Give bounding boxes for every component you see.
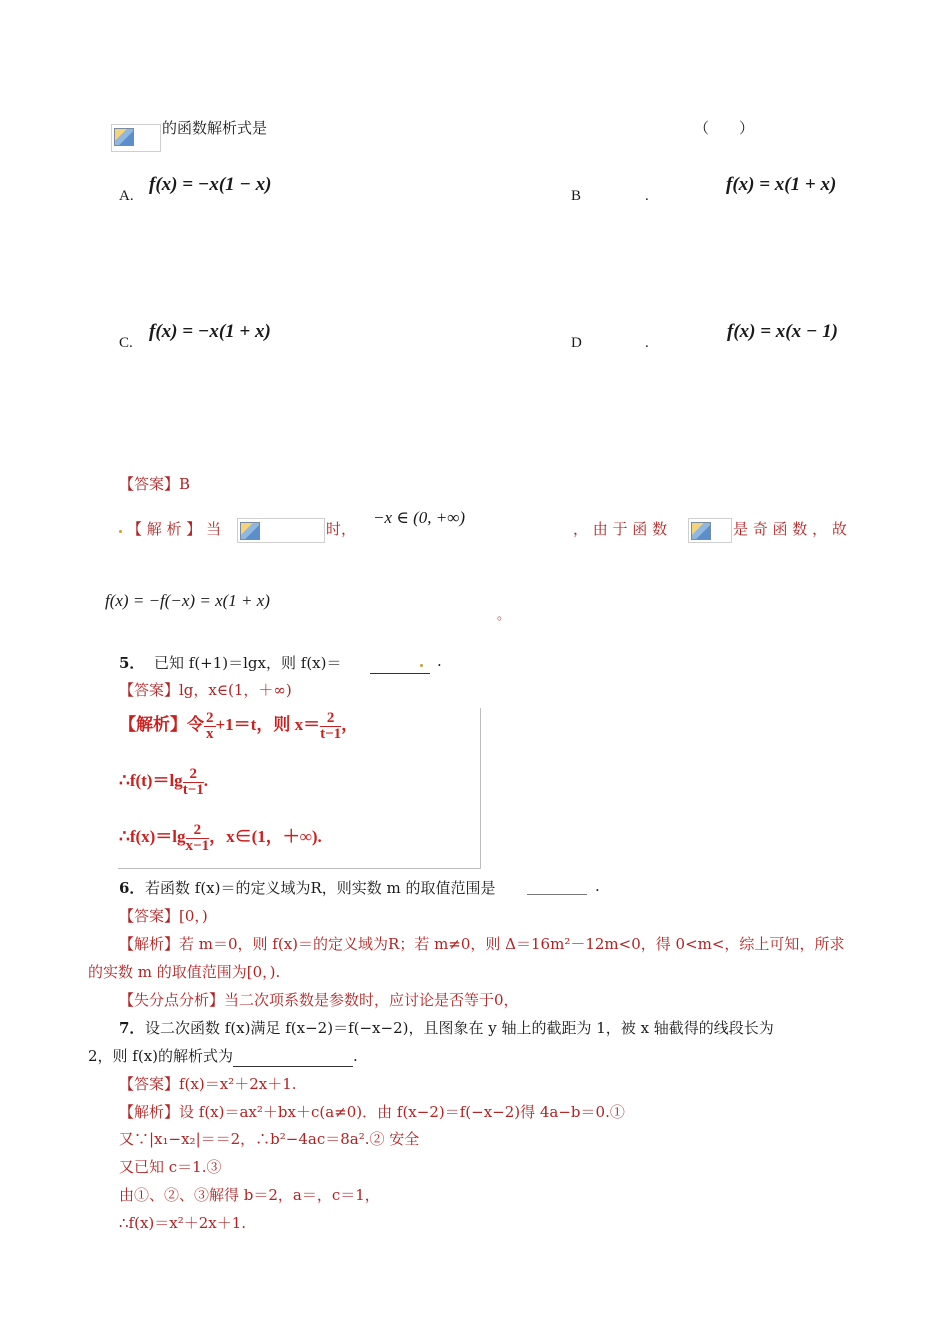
q6-analysis-line2: 的实数 m 的取值范围为[0，).: [88, 963, 281, 981]
fraction-numerator: 2: [206, 709, 214, 726]
option-c-expr: f(x) = −x(1 + x): [149, 321, 271, 342]
fraction: [186, 823, 210, 854]
option-b-expr: f(x) = x(1 + x): [726, 174, 837, 195]
option-a-expr: f(x) = −x(1 − x): [149, 174, 272, 195]
q7-analysis-line1: 【解析】设 f(x)＝ax²＋bx＋c(a≠0)．由 f(x−2)＝f(−x−2)得 4a−b＝0.①: [119, 1103, 625, 1121]
bullet-dot: [420, 664, 423, 667]
broken-image-icon: [240, 522, 260, 540]
q4-stem: 的函数解析式是: [162, 119, 268, 137]
option-b-sep: .: [645, 188, 649, 204]
option-d-expr: f(x) = x(x − 1): [727, 321, 838, 342]
q6-analysis-line1: 【解析】若 m＝0，则 f(x)＝的定义域为R；若 m≠0，则 Δ＝16m²－12m<0，得 0<m<，综上可知，所求: [119, 935, 845, 953]
q7-analysis-line3: 又已知 c＝1.③: [119, 1158, 222, 1176]
q7-analysis-line4: 由①、②、③解得 b＝2，a＝，c＝1，: [119, 1186, 380, 1204]
fraction: [320, 711, 341, 742]
q7-stem-line1: 设二次函数 f(x)满足 f(x−2)＝f(−x−2)，且图象在 y 轴上的截距为 1，被 x 轴截得的线段长为: [145, 1019, 774, 1037]
q7-answer: 【答案】f(x)＝x²＋2x＋1.: [119, 1075, 297, 1093]
fraction-denominator: x−1: [185, 837, 210, 854]
q6-answer: 【答案】[0，): [119, 907, 208, 925]
q7-blank: [233, 1045, 353, 1067]
q6-number: 6．: [119, 879, 145, 897]
bullet-dot: [119, 530, 122, 533]
fraction: [183, 767, 204, 798]
q6-note: 【失分点分析】当二次项系数是参数时，应讨论是否等于0，: [119, 991, 519, 1009]
fraction-denominator: t−1: [320, 725, 342, 742]
q4-analysis-math1: −x ∈ (0, +∞): [373, 508, 466, 527]
q5-analysis-end: ，: [341, 715, 359, 734]
q5-answer: 【答案】lg，x∈(1，＋∞): [119, 681, 292, 699]
q5-analysis-line1: [119, 710, 358, 742]
q7-stem-line2-end: .: [353, 1047, 358, 1065]
q4-answer-blank: （ ）: [694, 119, 755, 137]
broken-image-icon: [691, 522, 711, 540]
q4-analysis-mid2: ， 由 于 函 数: [573, 520, 668, 538]
q4-analysis-mid1: 时，: [326, 520, 357, 538]
q4-analysis-mid3: 是 奇 函 数 ， 故: [733, 520, 847, 538]
broken-image-icon: [114, 128, 134, 146]
q4-answer: 【答案】B: [119, 475, 191, 493]
formula-image-placeholder: [237, 518, 325, 543]
q5-analysis-line2-pre: ∴f(t)＝lg: [119, 771, 183, 790]
q5-analysis-line3-end: ，x∈(1，＋∞).: [209, 827, 322, 846]
q5-analysis-line3: [119, 822, 322, 854]
formula-image-placeholder: [688, 518, 732, 543]
q6-end: .: [595, 877, 600, 895]
q5-end: .: [437, 652, 442, 670]
q5-analysis-mid: +1＝t，则 x＝: [215, 715, 321, 734]
q5-analysis-line2: [119, 766, 208, 798]
fraction-denominator: x: [206, 725, 214, 742]
option-d-label: D: [571, 335, 582, 351]
option-c-label: C.: [119, 335, 133, 351]
formula-image-placeholder: [111, 124, 161, 152]
option-b-label: B: [571, 188, 582, 204]
fraction-numerator: 2: [183, 767, 204, 783]
q5-number: 5．: [119, 654, 145, 672]
fraction-denominator: t−1: [182, 781, 204, 798]
q4-analysis-end: 。: [497, 608, 511, 623]
q4-analysis-label: 【 解 析 】 当: [127, 520, 222, 538]
q5-stem: 已知 f(+1)＝lgx，则 f(x)＝: [154, 654, 342, 672]
q5-analysis-line3-pre: ∴f(x)＝lg: [119, 827, 186, 846]
q6-blank: ________: [527, 877, 587, 895]
q7-number: 7．: [119, 1019, 145, 1037]
q7-stem-line2: [88, 1045, 358, 1067]
fraction-numerator: 2: [320, 711, 341, 727]
q5-analysis-line2-end: .: [203, 771, 208, 790]
fraction: [204, 711, 216, 742]
q6-stem: 若函数 f(x)＝的定义域为R，则实数 m 的取值范围是: [145, 879, 496, 897]
q7-analysis-line2: 又∵|x₁−x₂|＝＝2，∴b²−4ac＝8a².② 安全: [119, 1130, 420, 1148]
option-d-sep: .: [645, 335, 649, 351]
option-a-label: A.: [119, 188, 134, 204]
fraction-numerator: 2: [186, 823, 210, 839]
q5-blank: [370, 652, 430, 674]
q5-analysis-label: 【解析】令: [119, 715, 204, 734]
q7-stem-line2-pre: 2，则 f(x)的解析式为: [88, 1047, 234, 1065]
q7-analysis-line5: ∴f(x)＝x²＋2x＋1.: [119, 1214, 247, 1232]
q4-analysis-math2: f(x) = −f(−x) = x(1 + x): [105, 591, 270, 610]
